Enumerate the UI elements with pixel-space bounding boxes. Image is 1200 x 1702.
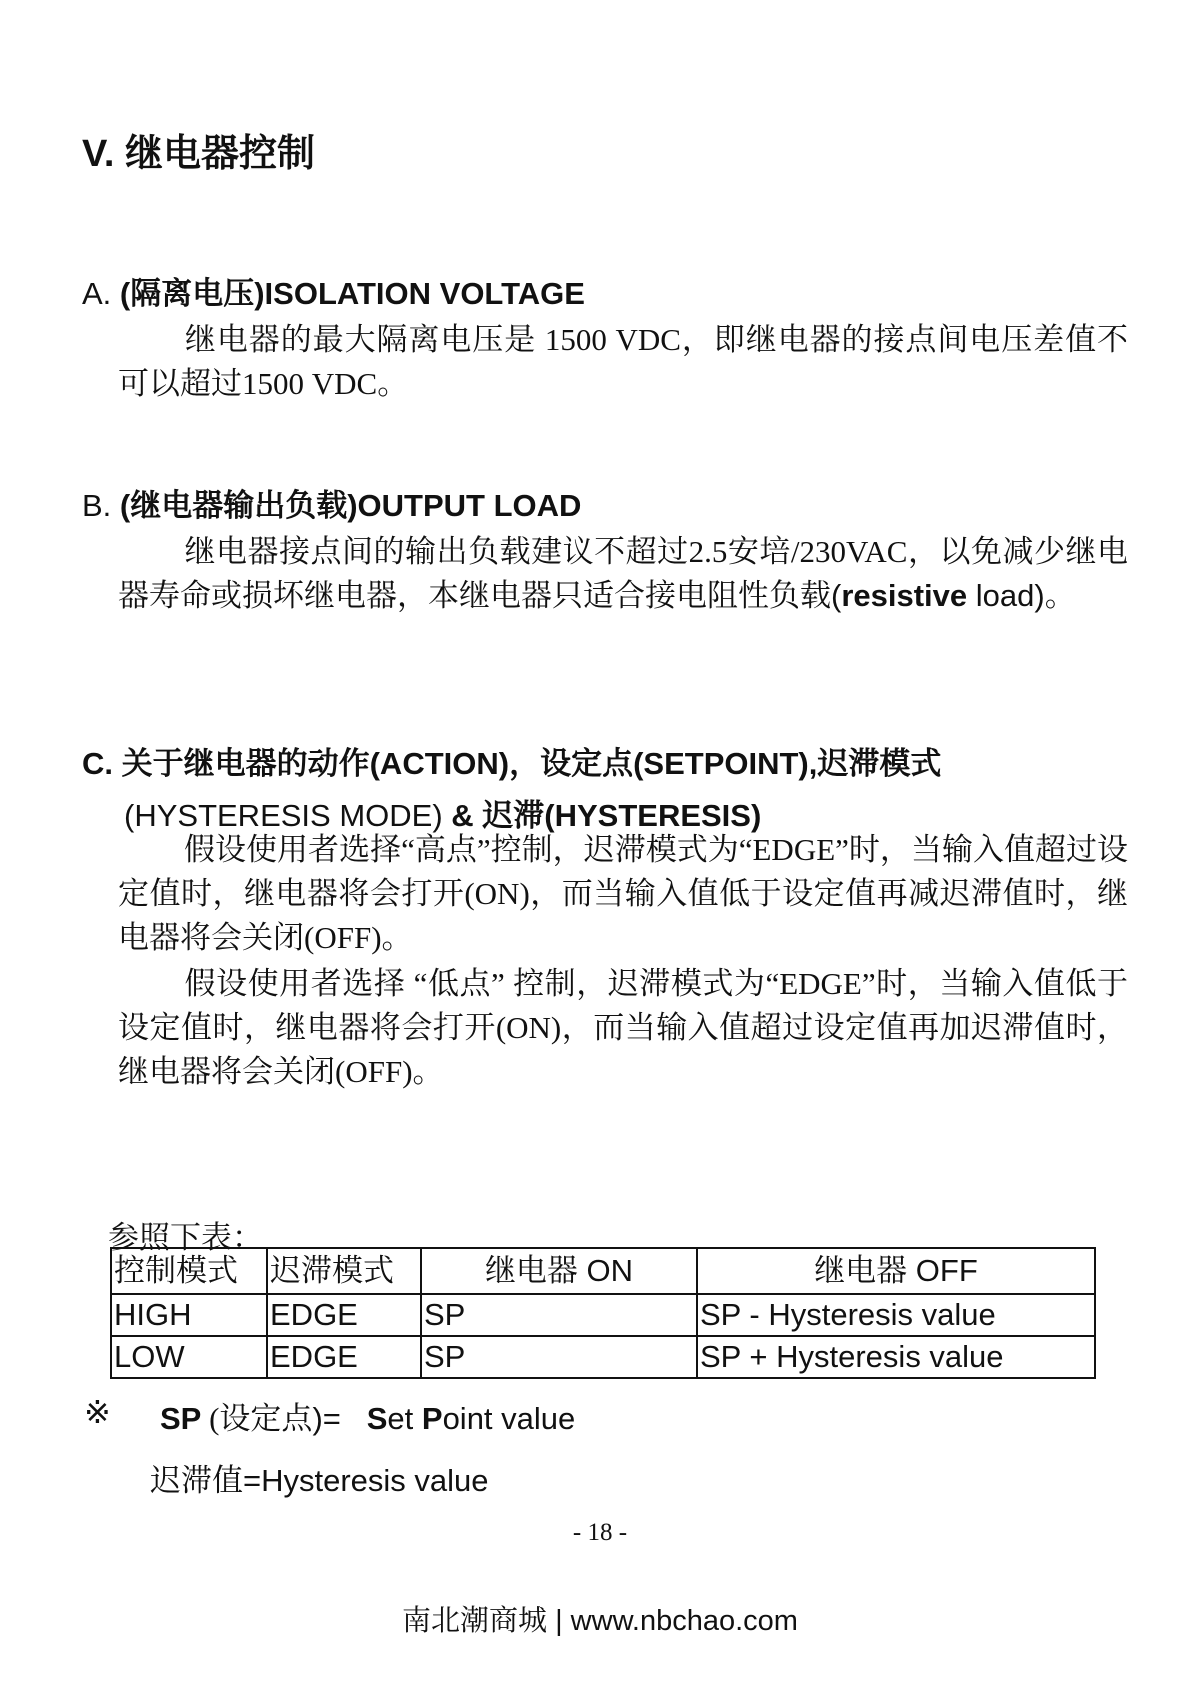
note-sp-s: S <box>366 1401 388 1436</box>
section-a-heading <box>82 268 585 313</box>
header-hysteresis-mode: 迟滞模式 <box>267 1248 421 1294</box>
section-c-mode: (HYSTERESIS MODE) <box>124 798 443 833</box>
table-cell: SP + Hysteresis value <box>697 1336 1095 1378</box>
header-relay-on: 继电器 ON <box>421 1248 697 1294</box>
section-b-load: load)。 <box>967 578 1076 613</box>
section-c-para-low <box>118 962 1128 1094</box>
header-relay-off: 继电器 OFF <box>697 1248 1095 1294</box>
section-c-para2-text: 假设使用者选择 “低点” 控制，迟滞模式为“EDGE”时，当输入值低于设定值时，继电器将会打开(ON)，而当输入值超过设定值再加迟滞值时，继电器将会关闭(OFF)。 <box>118 966 1128 1089</box>
section-c-heading: C. 关于继电器的动作(ACTION)，设定点(SETPOINT),迟滞模式 <box>82 746 942 781</box>
relay-table <box>110 1247 1096 1379</box>
header-control-mode: 控制模式 <box>111 1248 267 1294</box>
note-sp-et: et <box>387 1401 422 1436</box>
footer-watermark: 南北潮商城 | www.nbchao.com <box>402 1605 798 1637</box>
table-row <box>111 1336 1095 1378</box>
section-a-body <box>118 318 1128 406</box>
note-sp-abbr: SP <box>160 1401 202 1436</box>
section-b-heading <box>82 480 581 525</box>
section-b-resistive: resistive <box>841 578 968 613</box>
note-sp-eq: )= <box>312 1401 341 1436</box>
table-cell: EDGE <box>267 1336 421 1378</box>
table-cell: EDGE <box>267 1294 421 1336</box>
section-b-body <box>118 530 1128 618</box>
note-sp-p: P <box>421 1401 443 1436</box>
section-a-title: (隔离电压)ISOLATION VOLTAGE <box>119 276 585 311</box>
section-c-hysteresis: & 迟滞(HYSTERESIS) <box>442 798 762 833</box>
page-title: V. 继电器控制 <box>82 133 315 175</box>
table-cell: HIGH <box>111 1294 267 1336</box>
note-hysteresis: 迟滞值=Hysteresis value <box>150 1463 489 1498</box>
table-cell: SP <box>421 1336 697 1378</box>
section-b-prefix: B. <box>82 488 120 523</box>
note-reference-mark: ※ <box>84 1394 111 1430</box>
note-sp-oint: oint value <box>442 1401 576 1436</box>
table-caption: 参照下表： <box>108 1220 263 1255</box>
section-c-para1-text: 假设使用者选择“高点”控制，迟滞模式为“EDGE”时，当输入值超过设定值时，继电器将会打开(ON)，而当输入值低于设定值再减迟滞值时，继电器将会关闭(OFF)。 <box>118 832 1128 955</box>
section-a-text: 继电器的最大隔离电压是 1500 VDC，即继电器的接点间电压差值不可以超过1500 VDC。 <box>118 322 1128 401</box>
section-b-text: 继电器接点间的输出负载建议不超过2.5安培/230VAC，以免减少继电器寿命或损坏继电器，本继电器只适合接电阻性负载 <box>118 534 1128 613</box>
table-cell: SP - Hysteresis value <box>697 1294 1095 1336</box>
table-cell: LOW <box>111 1336 267 1378</box>
section-b-title: (继电器输出负载)OUTPUT LOAD <box>119 488 582 523</box>
table-row <box>111 1294 1095 1336</box>
table-header-row <box>111 1248 1095 1294</box>
section-a-prefix: A. <box>82 276 120 311</box>
section-c-para-high <box>118 828 1128 960</box>
note-sp-paren: (设定点 <box>201 1401 313 1436</box>
table-cell: SP <box>421 1294 697 1336</box>
section-b-paren-open: ( <box>831 578 842 613</box>
note-setpoint <box>160 1393 575 1438</box>
page-number: - 18 - <box>572 1519 628 1546</box>
